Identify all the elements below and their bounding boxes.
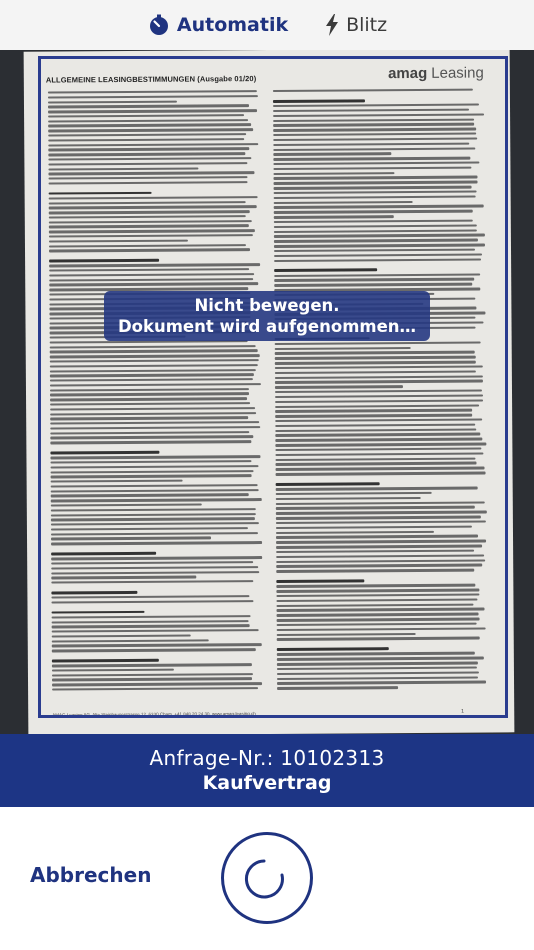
capture-status-toast — [104, 291, 430, 341]
timer-icon — [147, 13, 171, 37]
cancel-button[interactable]: Abbrechen — [30, 863, 152, 887]
mode-automatic-label: Automatik — [176, 14, 289, 36]
top-bar — [0, 0, 534, 50]
camera-shutter-icon — [224, 835, 310, 921]
document-type: Kaufvertrag — [202, 772, 332, 794]
document-footer: AMAG Leasing AG, Alte Steinhauserstrasse 12, 6330 Cham, +41 848 20 24 30, www.amag-leasing.ch — [52, 711, 256, 718]
toast-line-2: Dokument wird aufgenommen… — [117, 317, 417, 336]
mode-flash-button[interactable] — [324, 13, 387, 37]
shutter-button[interactable] — [221, 832, 313, 924]
lightning-icon — [324, 13, 340, 37]
document-title: ALLGEMEINE LEASINGBESTIMMUNGEN (Ausgabe 01/20) — [45, 74, 257, 85]
request-number: Anfrage-Nr.: 10102313 — [149, 746, 385, 770]
mode-flash-label: Blitz — [346, 14, 388, 36]
mode-automatic-button[interactable] — [147, 13, 288, 37]
document-page-number: 1 — [461, 708, 465, 715]
request-info-bar — [0, 734, 534, 807]
toast-line-1: Nicht bewegen. — [194, 296, 340, 315]
logo-text: Leasing — [431, 64, 484, 82]
bottom-bar — [0, 807, 534, 950]
scan-detection-frame — [38, 56, 508, 718]
camera-preview — [0, 50, 534, 734]
logo-brand: amag — [387, 64, 428, 83]
